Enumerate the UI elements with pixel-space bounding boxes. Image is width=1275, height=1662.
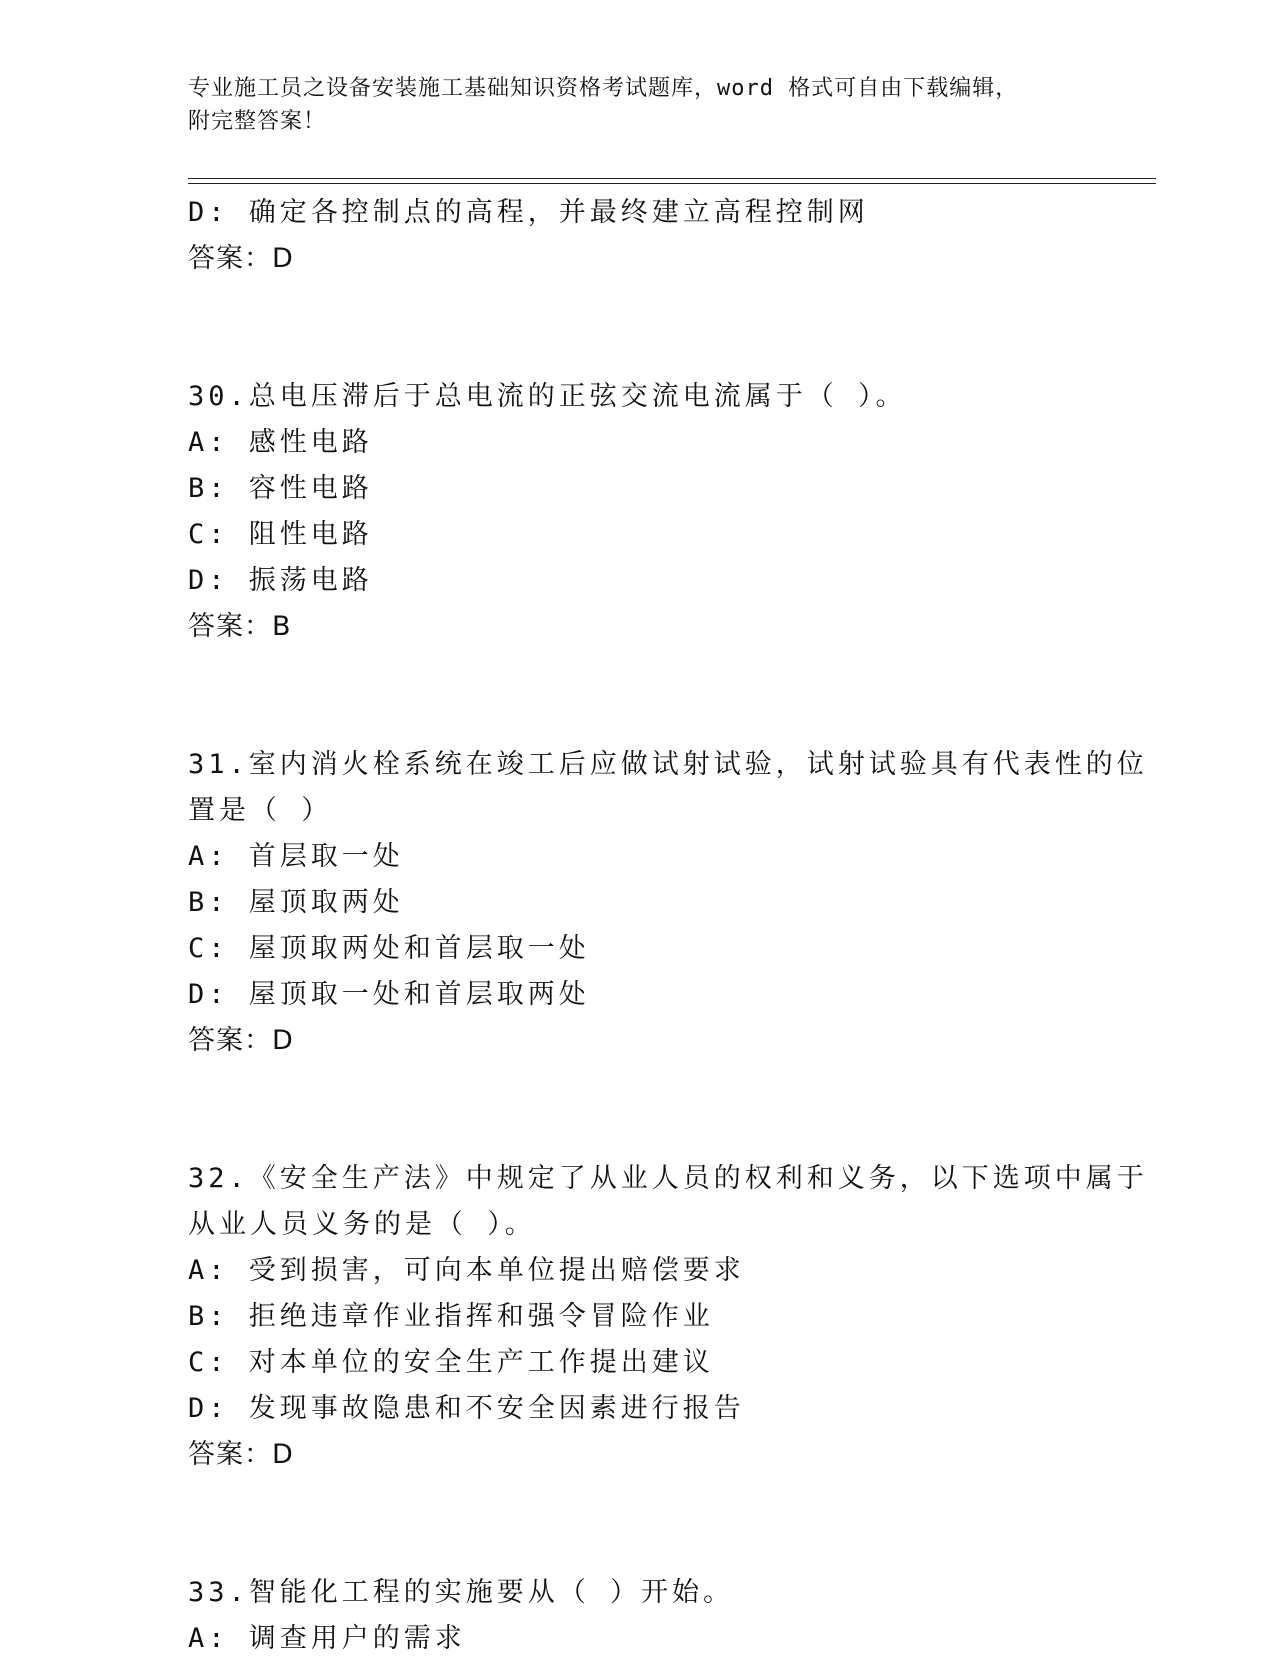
option-d: D: 发现事故隐患和不安全因素进行报告 — [188, 1393, 745, 1424]
option-a: A: 首层取一处 — [188, 841, 404, 872]
option-c: C: 屋顶取两处和首层取一处 — [188, 933, 590, 964]
question-stem-continued: 从业人员义务的是（ ）。 — [188, 1209, 536, 1240]
option-b: B: 屋顶取两处 — [188, 887, 404, 918]
option-a: A: 调查用户的需求 — [188, 1623, 466, 1654]
question-content — [188, 190, 1148, 1662]
question-stem: 30.总电压滞后于总电流的正弦交流电流属于（ ）。 — [188, 381, 907, 412]
header-divider-bottom — [188, 183, 1156, 184]
option-c: C: 对本单位的安全生产工作提出建议 — [188, 1347, 714, 1378]
question-stem: 33.智能化工程的实施要从（ ）开始。 — [188, 1577, 735, 1608]
option-a: A: 感性电路 — [188, 427, 373, 458]
spacer — [188, 650, 1088, 742]
option-b: B: 容性电路 — [188, 473, 373, 504]
question-stem: 32.《安全生产法》中规定了从业人员的权利和义务，以下选项中属于 — [188, 1163, 1148, 1194]
option-d: D: 振荡电路 — [188, 565, 373, 596]
question-stem: 31.室内消火栓系统在竣工后应做试射试验，试射试验具有代表性的位 — [188, 749, 1148, 780]
header-line-1: 专业施工员之设备安装施工基础知识资格考试题库，word 格式可自由下载编辑， — [188, 76, 1019, 101]
spacer — [188, 1478, 1088, 1570]
option-a: A: 受到损害，可向本单位提出赔偿要求 — [188, 1255, 745, 1286]
answer: 答案：D — [188, 1439, 294, 1470]
header-divider-top — [188, 178, 1156, 179]
answer: 答案：B — [188, 611, 292, 642]
question-stem-continued: 置是（ ） — [188, 795, 333, 826]
answer: 答案：D — [188, 1025, 294, 1056]
page-header — [188, 72, 1068, 138]
option-d: D: 屋顶取一处和首层取两处 — [188, 979, 590, 1010]
option-d: D: 确定各控制点的高程，并最终建立高程控制网 — [188, 197, 869, 228]
spacer — [188, 1064, 1088, 1156]
spacer — [188, 282, 1088, 374]
answer: 答案：D — [188, 243, 294, 274]
option-b: B: 拒绝违章作业指挥和强令冒险作业 — [188, 1301, 714, 1332]
header-line-2: 附完整答案！ — [188, 109, 327, 134]
option-c: C: 阻性电路 — [188, 519, 373, 550]
